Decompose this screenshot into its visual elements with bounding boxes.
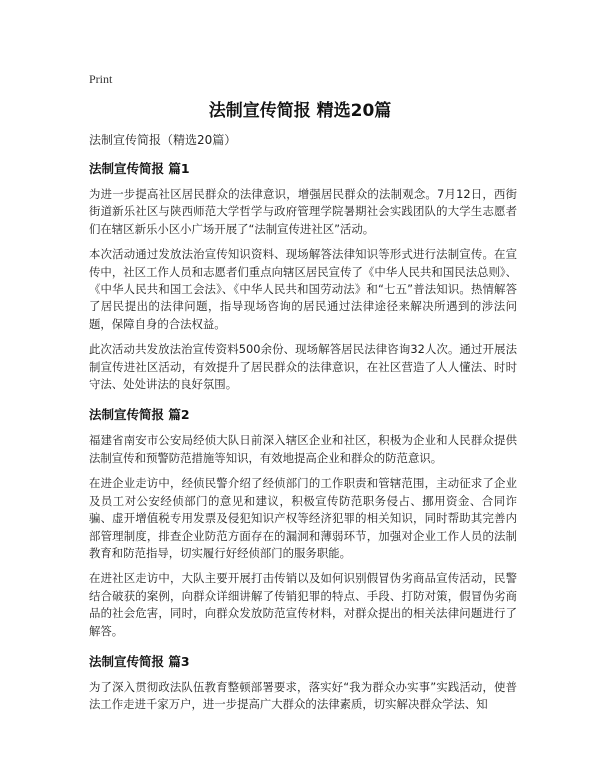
- page-title: 法制宣传简报 精选20篇: [208, 101, 392, 121]
- section-heading-3: 法制宣传简报 篇3: [89, 653, 190, 669]
- section-2-paragraph-3: 在进社区走访中，大队主要开展打击传销以及如何识别假冒伪劣商品宣传活动，民警结合破获的案例，向群众详细讲解了传销犯罪的特点、手段、打防对策，假冒伪劣商品的社会危害，同时，向群众发放防范宣传材料，对群众提出的相关法律问题进行了解答。: [89, 571, 517, 638]
- section-3-paragraph-1: 为了深入贯彻政法队伍教育整顿部署要求，落实好“我为群众办实事”实践活动，使普法工作走进千家万户，进一步提高广大群众的法律素质，切实解决群众学法、知: [89, 679, 517, 712]
- article-body: [89, 160, 517, 722]
- section-1-paragraph-3: 此次活动共发放法治宣传资料500余份、现场解答居民法律咨询32人次。通过开展法制宣传进社区活动，有效提升了居民群众的法律意识，在社区营造了人人懂法、时时守法、处处讲法的良好氛围。: [89, 342, 517, 392]
- document-subtitle: 法制宣传简报（精选20篇）: [89, 133, 237, 147]
- section-2-paragraph-1: 福建省南安市公安局经侦大队日前深入辖区企业和社区，积极为企业和人民群众提供法制宣传和预警防范措施等知识，有效地提高企业和群众的防范意识。: [89, 433, 517, 465]
- section-2-paragraph-2: 在进企业走访中，经侦民警介绍了经侦部门的工作职责和管辖范围，主动征求了企业及员工对公安经侦部门的意见和建议，积极宣传防范职务侵占、挪用资金、合同诈骗、虚开增值税专用发票及侵犯知识产权等经济犯罪的相关知识，同时帮助其完善内部管理制度，排查企业防范方面存在的漏洞和薄弱环节，加强对企业工作人员的法制教育和防范指导，切实履行好经侦部门的服务职能。: [89, 476, 517, 560]
- section-1-paragraph-1: 为进一步提高社区居民群众的法律意识，增强居民群众的法制观念。7月12日，西街街道新乐社区与陕西师范大学哲学与政府管理学院暑期社会实践团队的大学生志愿者们在辖区新乐小区小广场开展了“法制宣传进社区”活动。: [89, 187, 517, 236]
- section-1-paragraph-2: 本次活动通过发放法治宣传知识资料、现场解答法律知识等形式进行法制宣传。在宣传中，社区工作人员和志愿者们重点向辖区居民宣传了《中华人民共和国民法总则》、《中华人民共和国工会法》、《中华人民共和国劳动法》和“七五”普法知识。热情解答了居民提出的法律问题，指导现场咨询的居民通过法律途径来解决所遇到的涉法问题，保障自身的合法权益。: [89, 247, 517, 331]
- print-label[interactable]: Print: [89, 72, 113, 86]
- section-heading-2: 法制宣传简报 篇2: [89, 407, 190, 423]
- section-heading-1: 法制宣传简报 篇1: [89, 161, 190, 176]
